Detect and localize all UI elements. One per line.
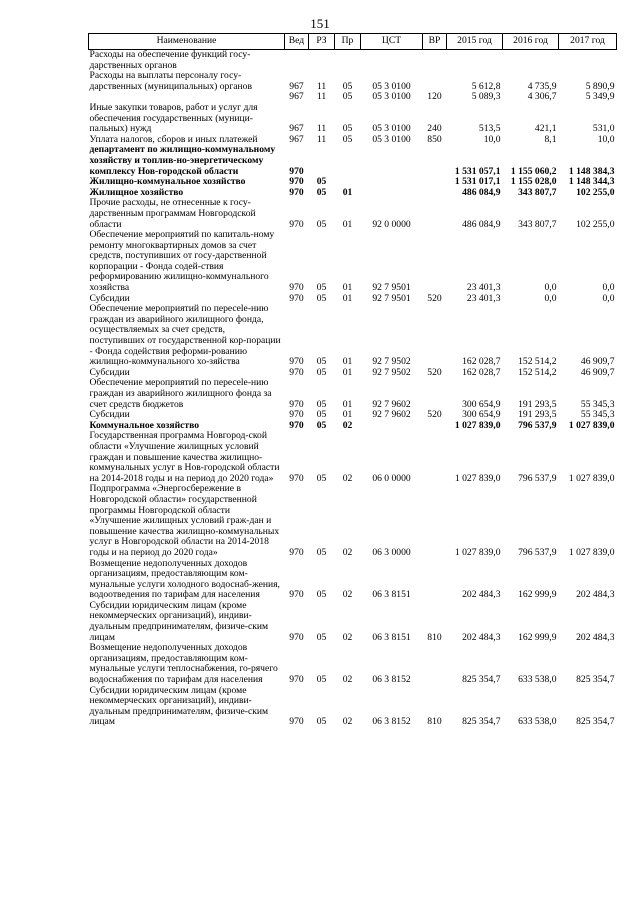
row-rz: 05	[316, 398, 327, 410]
row-ved: 970	[289, 366, 304, 378]
row-2016: 343 807,7	[518, 218, 557, 230]
row-rz: 11	[316, 123, 327, 135]
row-2015: 825 354,7	[462, 674, 501, 686]
row-2016: 0,0	[544, 292, 557, 304]
row-vr	[423, 198, 447, 230]
row-rz: 05	[316, 631, 327, 643]
header-rz: РЗ	[309, 34, 335, 50]
table-row	[89, 601, 617, 643]
table-body	[89, 50, 617, 729]
row-2017: 46 909,7	[580, 366, 615, 378]
row-2016: 1 155 060,2	[510, 165, 557, 177]
row-cst: 05 3 0100	[372, 80, 411, 92]
row-cst	[361, 177, 423, 188]
row-2015: 1 027 839,0	[454, 472, 501, 484]
row-rz: 05	[316, 356, 327, 368]
row-ved: 970	[289, 218, 304, 230]
row-cst: 92 0 0000	[372, 218, 411, 230]
row-2016: 191 293,5	[518, 409, 557, 421]
row-2015: 162 028,7	[462, 366, 501, 378]
row-vr: 240	[427, 123, 442, 135]
row-2017: 5 349,9	[585, 91, 615, 103]
row-ved: 967	[289, 123, 304, 135]
row-ved: 967	[289, 80, 304, 92]
row-vr	[423, 177, 447, 188]
row-rz: 05	[316, 409, 327, 421]
row-ved: 970	[289, 176, 304, 188]
row-vr: 850	[427, 133, 442, 145]
row-cst: 92 7 9501	[372, 292, 411, 304]
row-cst: 92 7 9502	[372, 356, 411, 368]
row-name: Расходы на обеспечение функций госу-дарственных органов	[89, 49, 251, 71]
row-vr	[423, 484, 447, 558]
row-name: Субсидии юридическим лицам (кроме некоммерческих организаций), индиви-дуальным предпринимателям, физиче-ским лицам	[89, 599, 269, 643]
row-pr: 02	[342, 631, 353, 643]
row-2017: 825 354,7	[576, 674, 615, 686]
table-row	[89, 484, 617, 558]
row-2015: 10,0	[483, 133, 501, 145]
row-name: Обеспечение мероприятий по капиталь-ному ремонту многоквартирных домов за счет средств, поступивших от госу-дарственной корпорации - Фонда содей-ствия реформированию жилищно-коммунального хозяйства	[89, 229, 275, 294]
table-row	[89, 559, 617, 601]
row-pr: 01	[342, 292, 353, 304]
row-ved: 970	[289, 409, 304, 421]
row-2015: 1 027 839,0	[454, 419, 501, 431]
row-ved: 970	[289, 546, 304, 558]
row-ved: 967	[289, 91, 304, 103]
row-2015: 513,5	[478, 123, 501, 135]
row-2015: 486 084,9	[462, 218, 501, 230]
row-2015: 825 354,7	[462, 716, 501, 728]
row-name: Субсидии	[89, 409, 130, 421]
header-2015: 2015 год	[447, 34, 503, 50]
row-vr: 120	[427, 91, 442, 103]
header-ved: Вед	[285, 34, 309, 50]
row-name: Коммунальное хозяйство	[89, 419, 199, 431]
row-name: Субсидии	[89, 366, 130, 378]
row-rz: 05	[316, 419, 327, 431]
row-rz: 11	[316, 80, 327, 92]
row-2015: 162 028,7	[462, 356, 501, 368]
row-2016: 162 999,9	[518, 631, 557, 643]
row-pr: 01	[342, 356, 353, 368]
row-2017: 1 148 344,3	[568, 176, 615, 188]
row-2017: 202 484,3	[576, 631, 615, 643]
row-2016: 4 735,9	[527, 80, 557, 92]
row-2015: 1 027 839,0	[454, 546, 501, 558]
row-rz: 11	[316, 91, 327, 103]
row-vr	[423, 145, 447, 177]
row-vr	[423, 559, 447, 601]
row-cst: 06 3 8151	[372, 589, 411, 601]
row-name: Обеспечение мероприятий по пересele-нию граждан из аварийного жилищного фонда за счет средств бюджетов	[89, 377, 272, 410]
row-2015: 300 654,9	[462, 409, 501, 421]
row-name: Жилищно-коммунальное хозяйство	[89, 176, 246, 188]
table-row	[89, 103, 617, 135]
row-2017: 531,0	[592, 123, 615, 135]
row-2015: 5 089,3	[471, 91, 501, 103]
row-ved: 970	[289, 356, 304, 368]
row-name: Субсидии юридическим лицам (кроме некоммерческих организаций), индиви-дуальным предпринимателям, физиче-ским лицам	[89, 684, 269, 728]
row-2016: 152 514,2	[518, 366, 557, 378]
table-header-row	[89, 34, 617, 50]
row-ved: 970	[289, 472, 304, 484]
row-rz: 05	[316, 674, 327, 686]
row-2016	[503, 50, 559, 72]
row-2015: 1 531 017,1	[454, 176, 501, 188]
row-vr: 520	[427, 366, 442, 378]
row-2017: 10,0	[597, 133, 615, 145]
row-2015: 1 531 057,1	[454, 165, 501, 177]
row-ved: 970	[289, 398, 304, 410]
row-cst	[361, 421, 423, 432]
row-pr: 02	[342, 472, 353, 484]
row-2017: 55 345,3	[580, 409, 615, 421]
row-2016: 796 537,9	[518, 472, 557, 484]
row-2016: 1 155 028,0	[510, 176, 557, 188]
row-name: Иные закупки товаров, работ и услуг для обеспечения государственных (муници-пальных) нужд	[89, 101, 258, 135]
row-2017: 1 027 839,0	[568, 546, 615, 558]
row-cst: 06 3 8152	[372, 674, 411, 686]
row-vr	[423, 188, 447, 199]
row-2017: 102 255,0	[576, 186, 615, 198]
row-2017: 5 890,9	[585, 80, 615, 92]
row-2016: 0,0	[544, 282, 557, 294]
table-row	[89, 198, 617, 230]
row-pr: 02	[342, 716, 353, 728]
header-name: Наименование	[89, 34, 285, 50]
row-2017: 202 484,3	[576, 589, 615, 601]
row-rz: 05	[316, 218, 327, 230]
row-name: департамент по жилищно-коммунальному хозяйству и топлив-но-энергетическому комплексу Нов-городской области	[89, 144, 276, 177]
row-2016: 8,1	[544, 133, 557, 145]
row-pr: 01	[342, 398, 353, 410]
row-pr: 01	[342, 218, 353, 230]
table-row	[89, 643, 617, 685]
row-cst: 92 7 9602	[372, 398, 411, 410]
row-2017: 55 345,3	[580, 398, 615, 410]
row-rz: 05	[316, 546, 327, 558]
table-row	[89, 71, 617, 92]
row-vr: 520	[427, 292, 442, 304]
row-ved: 970	[289, 716, 304, 728]
row-pr	[335, 50, 361, 72]
row-cst	[361, 188, 423, 199]
row-name: Возмещение недополученных доходов организациям, предоставляющим ком-мунальные услуги холодного водоснаб-жения, водоотведения по тарифам для населения	[89, 557, 280, 601]
table-row	[89, 145, 617, 177]
budget-table	[88, 33, 617, 728]
row-rz: 05	[316, 716, 327, 728]
row-vr	[423, 431, 447, 484]
row-ved: 970	[289, 631, 304, 643]
row-ved: 967	[289, 133, 304, 145]
row-2017: 0,0	[602, 292, 615, 304]
row-vr	[423, 230, 447, 294]
row-cst: 06 3 8151	[372, 631, 411, 643]
header-2017: 2017 год	[559, 34, 617, 50]
row-name: Прочие расходы, не отнесенные к госу-дарственным программам Новгородской области	[89, 197, 256, 230]
row-ved: 970	[289, 419, 304, 431]
row-2017: 1 027 839,0	[568, 472, 615, 484]
table-row	[89, 230, 617, 294]
row-cst: 05 3 0100	[372, 133, 411, 145]
row-ved: 970	[289, 186, 304, 198]
row-name: Подпрограмма «Энергосбережение в Новгородской области» государственной программы Новгородской области «Улучшение жилищных условий граж-дан и повышение качества жилищно-коммунальных услуг в Новгородской области на 2014-2018 годы и на период до 2020 года»	[89, 483, 280, 558]
row-pr: 01	[342, 409, 353, 421]
row-vr	[423, 643, 447, 685]
row-vr	[423, 71, 447, 92]
row-2016: 633 538,0	[518, 674, 557, 686]
row-pr: 05	[342, 123, 353, 135]
row-cst: 06 0 0000	[372, 472, 411, 484]
row-2017: 102 255,0	[576, 218, 615, 230]
row-2015	[447, 50, 503, 72]
row-pr: 01	[342, 186, 353, 198]
row-pr: 02	[342, 419, 353, 431]
row-rz: 05	[316, 366, 327, 378]
row-2015: 202 484,3	[462, 589, 501, 601]
row-pr: 02	[342, 674, 353, 686]
row-vr	[423, 421, 447, 432]
row-2016: 421,1	[534, 123, 557, 135]
row-ved: 970	[289, 282, 304, 294]
row-rz: 05	[316, 292, 327, 304]
table-row	[89, 378, 617, 410]
row-cst: 05 3 0100	[372, 123, 411, 135]
row-cst: 06 3 8152	[372, 716, 411, 728]
row-2017: 1 027 839,0	[568, 419, 615, 431]
row-rz	[309, 50, 335, 72]
row-2017: 1 148 384,3	[568, 165, 615, 177]
row-pr: 02	[342, 589, 353, 601]
row-cst: 92 7 9602	[372, 409, 411, 421]
row-vr	[423, 304, 447, 368]
header-2016: 2016 год	[503, 34, 559, 50]
row-rz: 05	[316, 472, 327, 484]
row-vr	[423, 378, 447, 410]
row-ved: 970	[289, 589, 304, 601]
row-cst: 06 3 0000	[372, 546, 411, 558]
row-2016: 796 537,9	[518, 546, 557, 558]
row-vr: 520	[427, 409, 442, 421]
table-row	[89, 686, 617, 728]
table-row	[89, 304, 617, 368]
row-ved: 970	[289, 292, 304, 304]
row-2015: 23 401,3	[466, 292, 501, 304]
row-rz: 05	[316, 186, 327, 198]
row-2017: 46 909,7	[580, 356, 615, 368]
row-ved: 970	[289, 165, 304, 177]
row-2016: 4 306,7	[527, 91, 557, 103]
row-pr: 01	[342, 366, 353, 378]
row-vr: 810	[427, 716, 442, 728]
row-pr	[335, 145, 361, 177]
row-rz: 05	[316, 589, 327, 601]
row-2015: 486 084,9	[462, 186, 501, 198]
row-pr: 05	[342, 91, 353, 103]
row-2016: 633 538,0	[518, 716, 557, 728]
row-rz: 05	[316, 282, 327, 294]
row-vr: 810	[427, 631, 442, 643]
row-pr: 05	[342, 80, 353, 92]
row-cst: 05 3 0100	[372, 91, 411, 103]
row-2015: 300 654,9	[462, 398, 501, 410]
row-cst	[361, 50, 423, 72]
row-2015: 202 484,3	[462, 631, 501, 643]
header-pr: Пр	[335, 34, 361, 50]
row-rz	[309, 145, 335, 177]
table-row	[89, 431, 617, 484]
row-2017: 825 354,7	[576, 716, 615, 728]
row-2015: 23 401,3	[466, 282, 501, 294]
row-name: Расходы на выплаты персоналу госу-дарственных (муниципальных) органов	[89, 70, 252, 92]
row-2017	[559, 50, 617, 72]
row-pr: 02	[342, 546, 353, 558]
row-name: Субсидии	[89, 292, 130, 304]
row-name: Обеспечение мероприятий по пересele-нию граждан из аварийного жилищного фонда, осуществляемых за счет средств, поступивших от государственной кор-порации - Фонда содействия реформи-рованию жилищно-коммунального хо-зяйства	[89, 303, 281, 368]
row-name: Уплата налогов, сборов и иных платежей	[89, 133, 258, 145]
row-rz: 05	[316, 176, 327, 188]
row-pr: 01	[342, 282, 353, 294]
row-rz: 11	[316, 133, 327, 145]
row-cst: 92 7 9502	[372, 366, 411, 378]
row-name: Возмещение недополученных доходов организациям, предоставляющим ком-мунальные услуги теплоснабжения, го-рячего водоснабжения по тарифам для населения	[89, 642, 278, 686]
row-name: Жилищное хозяйство	[89, 186, 184, 198]
row-name: Государственная программа Новгород-ской области «Улучшение жилищных условий граждан и повышение качества жилищно-коммунальных услуг в Нов-городской области на 2014-2018 годы и на период до 2020 года»	[89, 430, 280, 484]
table-row	[89, 50, 617, 72]
row-ved	[285, 50, 309, 72]
row-pr: 05	[342, 133, 353, 145]
row-vr	[423, 50, 447, 72]
row-2016: 152 514,2	[518, 356, 557, 368]
header-vr: ВР	[423, 34, 447, 50]
row-2015: 5 612,8	[471, 80, 501, 92]
row-cst	[361, 145, 423, 177]
row-2016: 191 293,5	[518, 398, 557, 410]
header-cst: ЦСТ	[361, 34, 423, 50]
row-2016: 162 999,9	[518, 589, 557, 601]
row-2017: 0,0	[602, 282, 615, 294]
row-cst: 92 7 9501	[372, 282, 411, 294]
page-number: 151	[310, 16, 330, 31]
row-ved: 970	[289, 674, 304, 686]
row-2016: 343 807,7	[518, 186, 557, 198]
row-2016: 796 537,9	[518, 419, 557, 431]
